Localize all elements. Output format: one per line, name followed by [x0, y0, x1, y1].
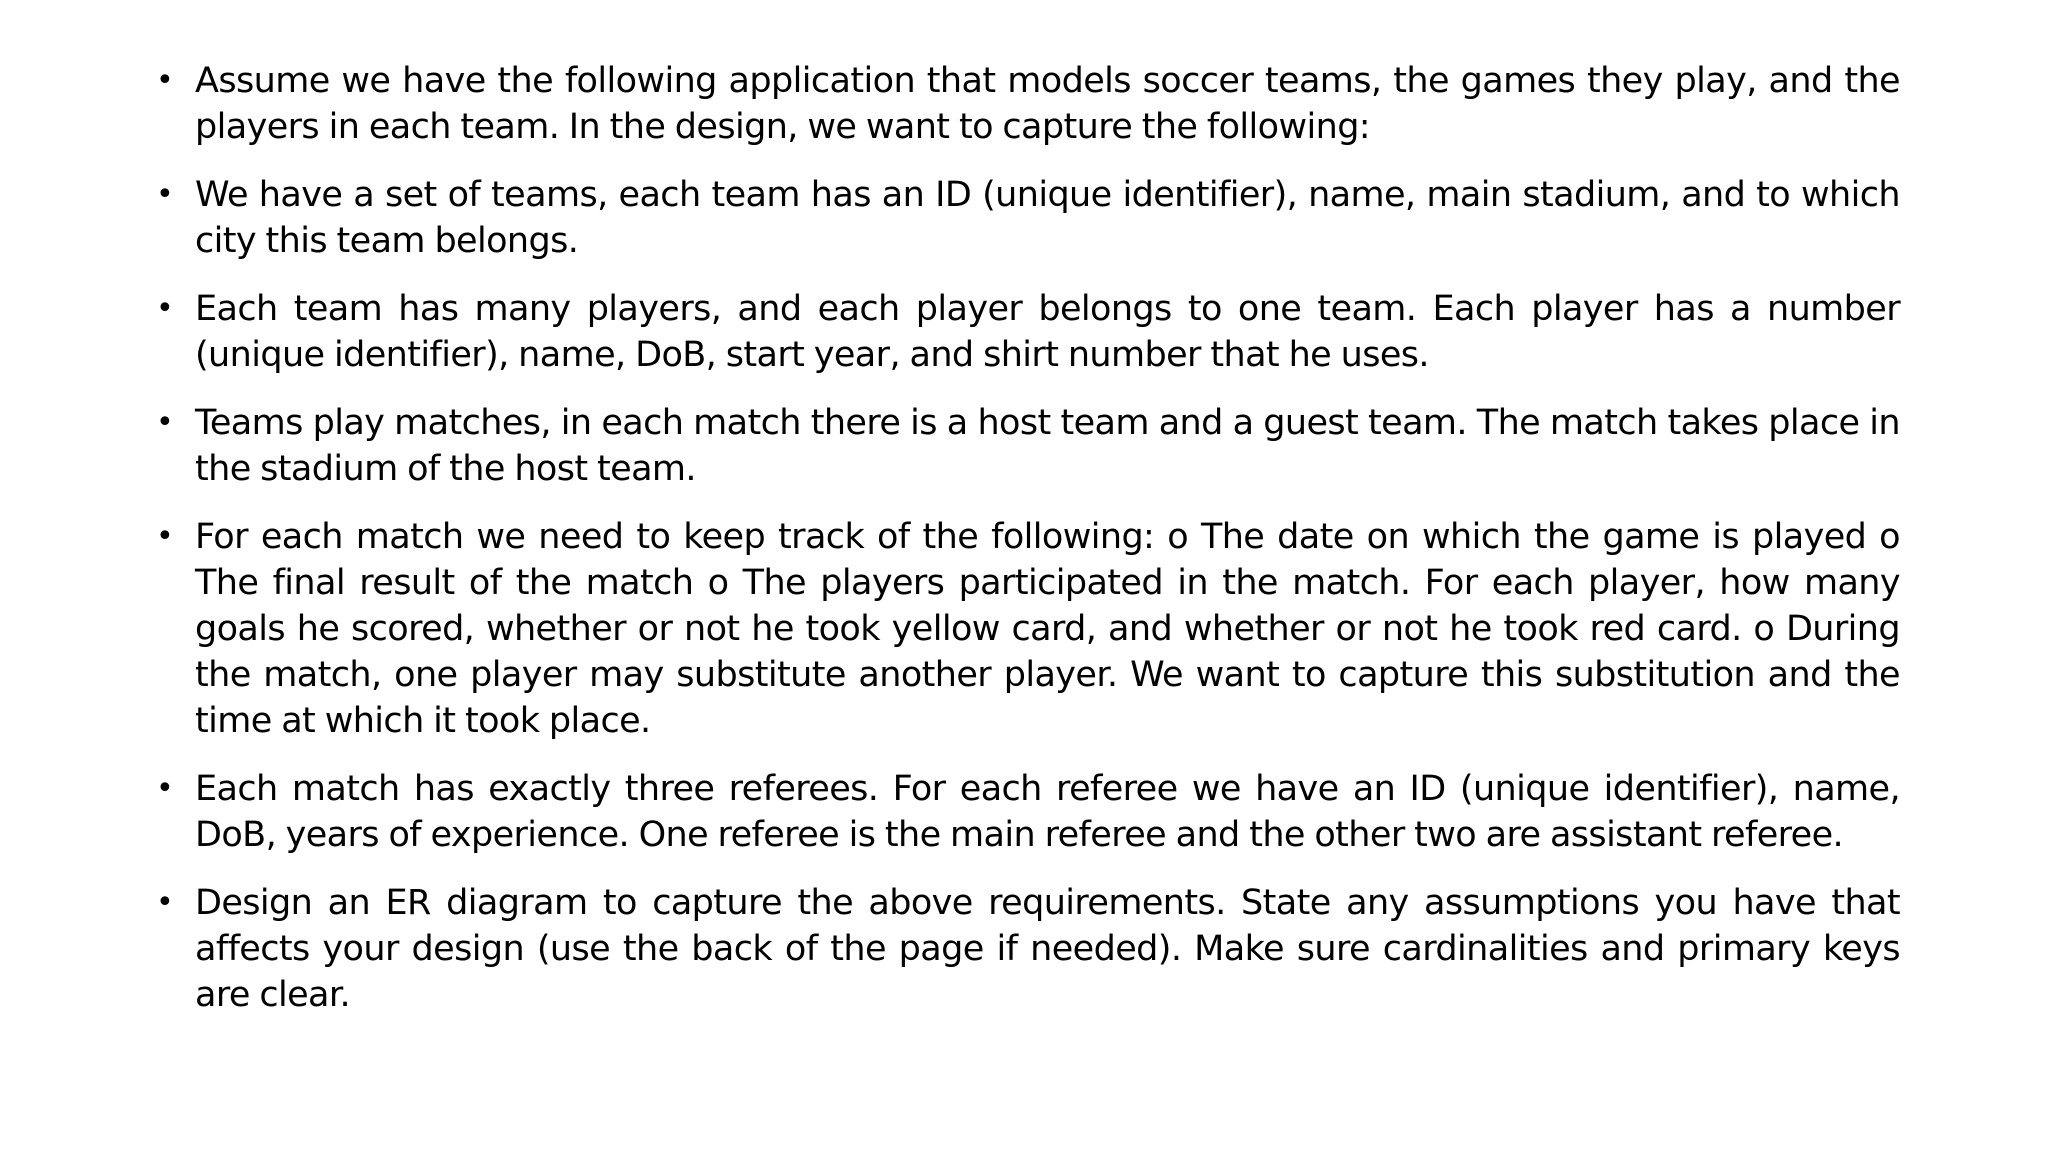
list-item — [152, 286, 1900, 378]
bullet-icon: • — [156, 291, 174, 326]
list-item — [152, 400, 1900, 492]
bullet-icon: • — [156, 177, 174, 212]
bullet-text: Teams play matches, in each match there is a host team and a guest team. The match takes place in the stadium of the host team. — [195, 403, 1900, 489]
bullet-icon: • — [156, 519, 174, 554]
bullet-text: We have a set of teams, each team has an ID (unique identifier), name, main stadium, and to which city this team belongs. — [195, 175, 1900, 261]
bullet-icon: • — [156, 405, 174, 440]
bullet-icon: • — [156, 771, 174, 806]
bullet-icon: • — [156, 885, 174, 920]
bullet-text: For each match we need to keep track of the following: o The date on which the game is played o The final result of the match o The players participated in the match. For each player, how many goals he scored, whether or not he took yellow card, and whether or not he took red card. o During the match, one player may substitute another player. We want to capture this substitution and the time at which it took place. — [195, 517, 1900, 741]
bullet-text: Design an ER diagram to capture the above requirements. State any assumptions you have that affects your design (use the back of the page if needed). Make sure cardinalities and primary keys are clear. — [195, 883, 1900, 1015]
bullet-text: Each team has many players, and each player belongs to one team. Each player has a number (unique identifier), name, DoB, start year, and shirt number that he uses. — [195, 289, 1900, 375]
list-item — [152, 766, 1900, 858]
list-item — [152, 514, 1900, 744]
bullet-list — [152, 58, 1900, 1040]
bullet-text: Each match has exactly three referees. For each referee we have an ID (unique identifier), name, DoB, years of experience. One referee is the main referee and the other two are assistant referee. — [195, 769, 1900, 855]
list-item — [152, 58, 1900, 150]
list-item — [152, 172, 1900, 264]
list-item — [152, 880, 1900, 1018]
bullet-icon: • — [156, 63, 174, 98]
bullet-text: Assume we have the following application that models soccer teams, the games they play, and the players in each team. In the design, we want to capture the following: — [195, 61, 1900, 147]
